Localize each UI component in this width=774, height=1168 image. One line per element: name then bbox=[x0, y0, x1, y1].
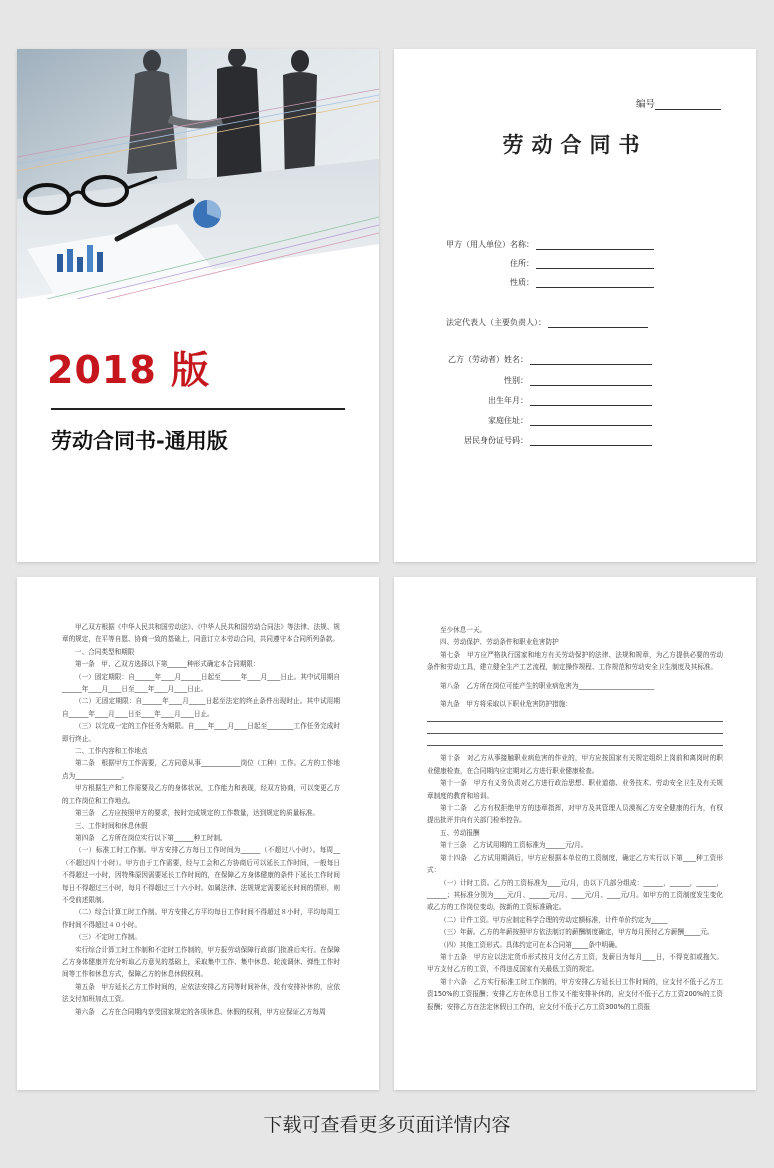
business-handshake-photo bbox=[17, 49, 379, 299]
field-label: 法定代表人（主要负责人）： bbox=[446, 318, 546, 327]
cover-page bbox=[17, 49, 379, 562]
paragraph: 第十六条 乙方实行标准工时工作制的，甲方安排乙方延长日工作时间的，应支付不低于乙方工资150%的工资报酬；安排乙方在休息日工作又不能安排补休的，应支付不低于乙方工资200%的工资报酬；安排乙方在法定休假日工作的，应支付不低于乙方工资300%的工资报 bbox=[427, 977, 723, 1011]
paragraph: （三）以完成一定的工作任务为期限。自____年____月____日起至________工作任务完成时即行终止。 bbox=[62, 722, 340, 743]
paragraph: （二）计件工资。甲方应制定科学合理的劳动定额标准，计件单价约定为_____ bbox=[440, 915, 668, 924]
field-blank bbox=[536, 259, 654, 269]
field-label: 住所： bbox=[510, 259, 534, 268]
paragraph: 第十条 对乙方从事接触职业病危害的作业的，甲方应按国家有关规定组织上岗前和离岗时的职业健康检查，在合同期内应定期对乙方进行职业健康检查。 bbox=[427, 754, 723, 775]
field-label: 乙方（劳动者）姓名： bbox=[448, 355, 528, 364]
field-blank bbox=[536, 240, 654, 250]
field-blank bbox=[530, 355, 652, 365]
section-heading: 三、工作时间和休息休假 bbox=[75, 821, 148, 830]
paragraph: 第五条 甲方延长乙方工作时间的，应依法安排乙方同等时间补休，没有安排补休的，应依法支付加班加点工资。 bbox=[62, 982, 340, 1004]
serial-blank bbox=[655, 99, 721, 110]
field-blank bbox=[530, 416, 652, 426]
paragraph: 第一条 甲、乙双方选择以下第______种形式确定本合同期限： bbox=[75, 660, 260, 669]
paragraph: （一）计时工资。乙方的工资标准为____元/月，由以下几部分组成：______，______，______，______；其标准分别为____元/月、______元/月、____元/月、____元/月。如甲方的工资制度发生变化或乙方的工作岗位变动，按新的工资标准确定。 bbox=[427, 878, 723, 912]
field-label: 性别： bbox=[504, 376, 528, 385]
serial-number-field bbox=[636, 96, 721, 110]
field-blank bbox=[530, 436, 652, 446]
paragraph: （一）标准工时工作制。甲方安排乙方每日工作时间为______（不超过八小时）。每周__（不超过四十小时）。甲方由于工作需要，经与工会和乙方协商后可以延长工作时间，一般每日不得超过一小时，因特殊原因需要延长工作时间的，在保障乙方身体健康的条件下延长工作时间每日不得超过三小时，每月不得超过三十六小时。如属法律、法规规定需要延长时间的情形，则不受前述限制。 bbox=[62, 846, 340, 904]
field-blank bbox=[548, 318, 648, 328]
paragraph: 第十四条 乙方试用期满后，甲方应根据本单位的工资制度，确定乙方实行以下第____种工资形式： bbox=[427, 853, 723, 875]
blank-line bbox=[427, 734, 723, 746]
party-b-gender-field bbox=[414, 375, 652, 386]
contract-page-2 bbox=[394, 577, 756, 1090]
field-label: 甲方（用人单位）名称： bbox=[446, 240, 534, 249]
paragraph: 第六条 乙方在合同期内享受国家规定的各项休息、休假的权利，甲方应保证乙方每周 bbox=[75, 1007, 326, 1016]
paragraph: （三）年薪。乙方的年薪按照甲方依法制订的薪酬制度确定，甲方每月预付乙方薪酬_____元。 bbox=[440, 928, 714, 937]
paragraph: （二）综合计算工时工作制。甲方安排乙方平均每日工作时间不得超过８小时，平均每周工作时间不得超过４０小时。 bbox=[62, 908, 340, 929]
party-b-birth-field bbox=[414, 395, 652, 406]
field-label: 出生年月： bbox=[488, 396, 528, 405]
paragraph: （四）其他工资形式。具体约定可在本合同第_____条中明确。 bbox=[440, 940, 622, 949]
contract-text bbox=[427, 624, 723, 1013]
party-b-id-field bbox=[414, 435, 652, 446]
field-blank bbox=[530, 396, 652, 406]
field-blank bbox=[536, 278, 654, 288]
paragraph: 第二条 根据甲方工作需要，乙方同意从事____________岗位（工种）工作。乙方的工作地点为______________。 bbox=[62, 759, 340, 780]
paragraph: 第七条 甲方应严格执行国家和地方有关劳动保护的法律、法规和规章，为乙方提供必要的劳动条件和劳动工具，建立健全生产工艺流程，制定操作规程、工作规范和劳动安全卫生制度及其标准。 bbox=[427, 650, 723, 672]
cover-title: 劳动合同书-通用版 bbox=[51, 429, 228, 453]
paragraph: 第九条 甲方将采取以下职业危害防护措施： bbox=[440, 700, 572, 709]
party-b-name-field bbox=[414, 354, 652, 365]
field-label: 家庭住址： bbox=[488, 416, 528, 425]
paragraph: 第十二条 乙方有权拒绝甲方的违章指挥，对甲方及其管理人员漠视乙方安全健康的行为，有权提出批评并向有关部门检举控告。 bbox=[427, 804, 723, 825]
paragraph: 甲乙双方根据《中华人民共和国劳动法》、《中华人民共和国劳动合同法》等法律、法规、规章的规定，在平等自愿、协商一致的基础上，同意订立本劳动合同，共同遵守本合同所列条款。 bbox=[62, 623, 340, 644]
serial-label: 编号 bbox=[635, 99, 655, 110]
field-label: 居民身份证号码： bbox=[464, 436, 528, 445]
party-b-home-field bbox=[414, 415, 652, 426]
paragraph: （二）无固定期限：自______年____月_____日起至法定的终止条件出现时止。其中试用期自______年____月____日至____年____月____日止。 bbox=[62, 697, 340, 718]
paragraph: （三）不定时工作制。 bbox=[75, 933, 141, 942]
blank-line bbox=[427, 710, 723, 722]
paragraph: 第四条 乙方所在岗位实行以下第______种工时制。 bbox=[75, 833, 227, 842]
section-heading: 二、工作内容和工作地点 bbox=[75, 747, 148, 756]
paragraph: 第十五条 甲方应以法定货币形式按月支付乙方工资，发薪日为每月____日，不得克扣或拖欠。甲方支付乙方的工资，不得违反国家有关最低工资的规定。 bbox=[427, 952, 723, 974]
document-title: 劳动合同书 bbox=[502, 133, 648, 157]
contract-page-1 bbox=[17, 577, 379, 1090]
download-more-text: 下载可查看更多页面详情内容 bbox=[263, 1114, 511, 1136]
party-a-nature-field bbox=[414, 277, 654, 288]
contract-text bbox=[62, 621, 340, 1018]
paragraph: 甲方根据生产和工作需要及乙方的身体状况，工作能力和表现，经双方协商，可以变更乙方的工作岗位和工作地点。 bbox=[62, 784, 340, 805]
party-a-address-field bbox=[414, 258, 654, 269]
paragraph: 第十三条 乙方试用期的工资标准为______元/月。 bbox=[440, 841, 588, 850]
paragraph: 实行综合计算工时工作制和不定时工作制的，甲方报劳动保障行政部门批准后实行。在保障乙方身体健康并充分听取乙方意见的基础上，采取集中工作、集中休息、轮流调休、弹性工作时间等工作和休息方式，保障乙方的休息休假权利。 bbox=[62, 945, 340, 979]
paragraph: 第三条 乙方应按照甲方的要求，按时完成规定的工作数量，达到规定的质量标准。 bbox=[75, 809, 319, 818]
section-heading: 一、合同类型和期限 bbox=[75, 647, 135, 656]
party-a-name-field bbox=[414, 239, 654, 250]
section-heading: 五、劳动报酬 bbox=[440, 828, 480, 837]
paragraph: 第八条 乙方所在岗位可能产生的职业病危害为_______________________ bbox=[440, 681, 655, 690]
paragraph: 至少休息一天。 bbox=[440, 626, 487, 634]
divider bbox=[51, 408, 345, 410]
field-label: 性质： bbox=[510, 278, 534, 287]
paragraph: 第十一条 甲方有义务负责对乙方进行政治思想、职业道德、业务技术、劳动安全卫生及有关规章制度的教育和培训。 bbox=[427, 779, 723, 800]
legal-rep-field bbox=[446, 317, 648, 328]
field-blank bbox=[530, 376, 652, 386]
blank-line bbox=[427, 722, 723, 734]
edition-year: 2018 版 bbox=[47, 348, 210, 392]
paragraph: （一）固定期限：自______年____月______日起至______年____月____日止。其中试用期自______年____月____日至____年____月____日止。 bbox=[62, 672, 340, 694]
title-page bbox=[394, 49, 756, 562]
section-heading: 四、劳动保护、劳动条件和职业危害防护 bbox=[440, 638, 559, 647]
